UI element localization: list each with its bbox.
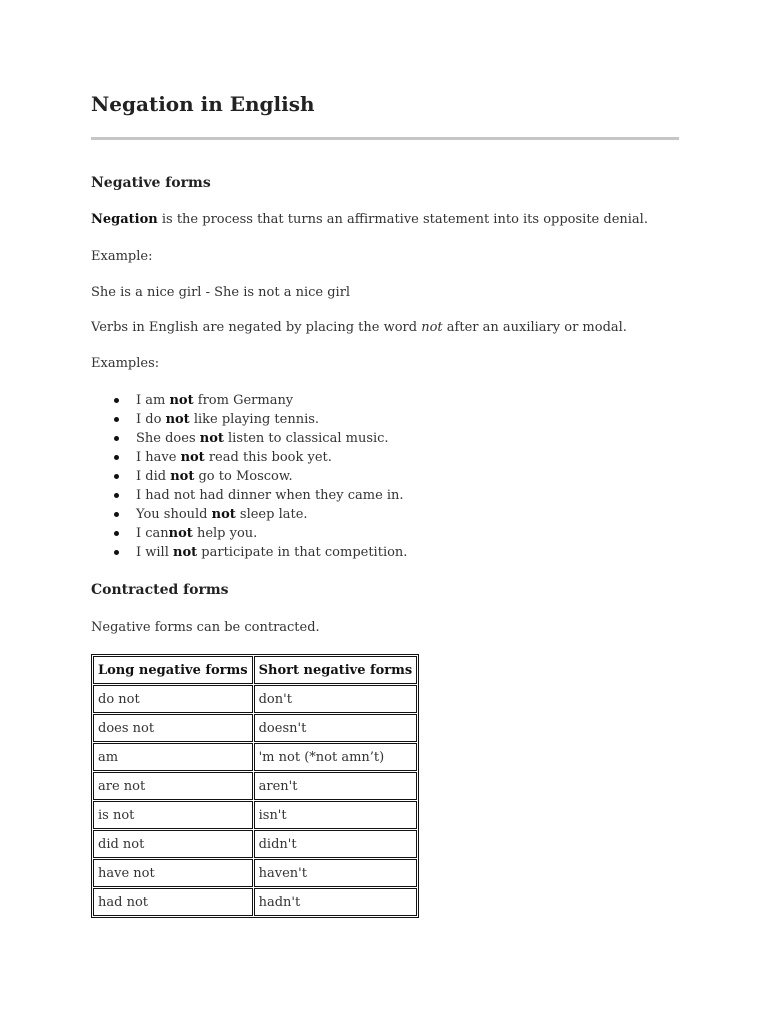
list-item-text: You should <box>136 507 212 522</box>
table-row <box>93 743 417 771</box>
table-row <box>93 801 417 829</box>
list-item <box>91 429 407 448</box>
list-item <box>91 505 407 524</box>
contracted-intro: Negative forms can be contracted. <box>91 620 320 635</box>
definition-text: is the process that turns an affirmative statement into its opposite denial. <box>157 212 648 227</box>
column-header-long: Long negative forms <box>93 656 253 684</box>
list-item-text: like playing tennis. <box>189 412 320 427</box>
long-form-cell: did not <box>93 830 253 858</box>
short-form-cell: haven't <box>254 859 418 887</box>
list-item-emphasis: not <box>199 431 224 446</box>
list-item-emphasis: not <box>170 469 195 484</box>
list-item <box>91 543 407 562</box>
list-item-text: I have <box>136 450 181 465</box>
list-item <box>91 467 407 486</box>
short-form-cell: isn't <box>254 801 418 829</box>
table-row <box>93 685 417 713</box>
list-item-text: participate in that competition. <box>197 545 408 560</box>
bullet-icon <box>114 474 119 479</box>
list-item-text: I do <box>136 412 166 427</box>
list-item-emphasis: not <box>211 507 236 522</box>
list-item-text: help you. <box>192 526 258 541</box>
contractions-table <box>91 654 419 918</box>
table-header-row <box>93 656 417 684</box>
short-form-cell: don't <box>254 685 418 713</box>
long-form-cell: am <box>93 743 253 771</box>
list-item <box>91 486 407 505</box>
table-row <box>93 859 417 887</box>
list-item-emphasis: not <box>168 526 193 541</box>
verbs-paragraph <box>91 320 627 335</box>
short-form-cell: aren't <box>254 772 418 800</box>
bullet-icon <box>114 398 119 403</box>
table-row <box>93 888 417 916</box>
list-item-emphasis: not <box>180 450 205 465</box>
bullet-icon <box>114 550 119 555</box>
list-item <box>91 410 407 429</box>
list-item-text: read this book yet. <box>204 450 332 465</box>
list-item <box>91 524 407 543</box>
list-item <box>91 448 407 467</box>
long-form-cell: have not <box>93 859 253 887</box>
verbs-keyword: not <box>421 320 443 335</box>
list-item-text: I can <box>136 526 169 541</box>
section-heading-negative-forms: Negative forms <box>91 175 211 191</box>
long-form-cell: do not <box>93 685 253 713</box>
verbs-text-before: Verbs in English are negated by placing the word <box>91 320 422 335</box>
short-form-cell: doesn't <box>254 714 418 742</box>
definition-term: Negation <box>91 212 158 227</box>
table-row <box>93 772 417 800</box>
list-item-text: I am <box>136 393 170 408</box>
list-item-text: I had not had dinner when they came in. <box>136 488 404 503</box>
list-item-text: sleep late. <box>235 507 308 522</box>
list-item-emphasis: not <box>165 412 190 427</box>
examples-label: Examples: <box>91 356 160 371</box>
page-title: Negation in English <box>91 92 315 116</box>
list-item-text: from Germany <box>193 393 294 408</box>
list-item-text: go to Moscow. <box>194 469 293 484</box>
long-form-cell: is not <box>93 801 253 829</box>
section-heading-contracted-forms: Contracted forms <box>91 582 229 598</box>
example-sentence: She is a nice girl - She is not a nice girl <box>91 285 351 300</box>
examples-list <box>91 391 407 562</box>
example-label: Example: <box>91 249 153 264</box>
list-item-text: I did <box>136 469 171 484</box>
short-form-cell: hadn't <box>254 888 418 916</box>
list-item-text: I will <box>136 545 174 560</box>
short-form-cell: didn't <box>254 830 418 858</box>
long-form-cell: are not <box>93 772 253 800</box>
list-item-text: listen to classical music. <box>223 431 389 446</box>
short-form-cell: 'm not (*not amn’t) <box>254 743 418 771</box>
list-item-emphasis: not <box>169 393 194 408</box>
verbs-text-after: after an auxiliary or modal. <box>442 320 627 335</box>
column-header-short: Short negative forms <box>254 656 418 684</box>
long-form-cell: had not <box>93 888 253 916</box>
table-row <box>93 714 417 742</box>
bullet-icon <box>114 417 119 422</box>
list-item <box>91 391 407 410</box>
bullet-icon <box>114 531 119 536</box>
list-item-emphasis: not <box>173 545 198 560</box>
long-form-cell: does not <box>93 714 253 742</box>
bullet-icon <box>114 436 119 441</box>
definition-paragraph <box>91 212 648 227</box>
bullet-icon <box>114 512 119 517</box>
bullet-icon <box>114 493 119 498</box>
table-row <box>93 830 417 858</box>
bullet-icon <box>114 455 119 460</box>
list-item-text: She does <box>136 431 200 446</box>
title-divider <box>91 137 679 140</box>
